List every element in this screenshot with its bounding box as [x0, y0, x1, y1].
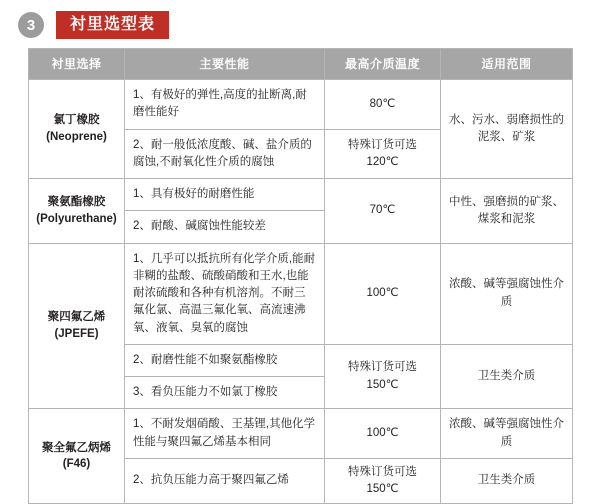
temperature-line1: 特殊订货可选 — [348, 361, 417, 374]
scope-line1: 中性、强磨损的矿浆、 — [449, 195, 564, 208]
lining-name-line1: 聚全氟乙炳烯 — [42, 441, 111, 454]
lining-name-line2: (Neoprene) — [46, 131, 107, 143]
scope-line2: 质 — [500, 435, 513, 448]
performance-text: 2、耐酸、碱腐蚀性能较差 — [125, 211, 325, 243]
table-row — [29, 179, 573, 211]
lining-selection-table — [28, 48, 573, 504]
scope-line1: 水、污水、弱磨损性的 — [449, 113, 564, 126]
table-header-row — [29, 49, 573, 80]
application-scope — [441, 243, 573, 344]
lining-name-neoprene — [29, 80, 125, 179]
performance-text: 1、几乎可以抵抗所有化学介质,能耐非糊的盐酸、硫酸硝酸和王水,也能耐浓硫酸和各种有机溶剂。不耐三氟化氯、高温三氟化氧、高流速沸氧、液氧、臭氧的腐蚀 — [125, 243, 325, 344]
temperature-line2: 150℃ — [366, 378, 399, 391]
scope-line2: 煤浆和泥浆 — [477, 212, 536, 225]
temperature-value: 100℃ — [325, 409, 441, 459]
temperature-value: 70℃ — [325, 179, 441, 244]
header-lining-choice: 衬里选择 — [29, 49, 125, 80]
performance-text: 2、耐一般低浓度酸、碱、盐介质的腐蚀,不耐氧化性介质的腐蚀 — [125, 129, 325, 179]
lining-name-line2: (JPEFE) — [54, 327, 99, 340]
lining-name-line1: 聚四氟乙烯 — [47, 311, 106, 324]
lining-name-ptfe — [29, 243, 125, 409]
temperature-line1: 特殊订货可选 — [348, 465, 417, 478]
scope-line2: 质 — [500, 295, 513, 308]
performance-text: 1、不耐发烟硝酸、王基锂,其他化学性能与聚四氟乙烯基本相同 — [125, 409, 325, 459]
lining-name-line1: 聚氨酯橡胶 — [47, 196, 106, 209]
scope-line1: 浓酸、碱等强腐蚀性介 — [449, 418, 564, 431]
performance-text: 2、抗负压能力高于聚四氟乙烯 — [125, 458, 325, 504]
temperature-line1: 特殊订货可选 — [348, 138, 417, 151]
application-scope — [441, 179, 573, 244]
temperature-value: 100℃ — [325, 243, 441, 344]
scope-line1: 浓酸、碱等强腐蚀性介 — [449, 278, 564, 291]
application-scope: 卫生类介质 — [441, 458, 573, 504]
performance-text: 3、看负压能力不如氯丁橡胶 — [125, 377, 325, 409]
temperature-value — [325, 458, 441, 504]
application-scope — [441, 409, 573, 459]
application-scope: 卫生类介质 — [441, 344, 573, 409]
header-main-performance: 主要性能 — [125, 49, 325, 80]
application-scope — [441, 80, 573, 179]
temperature-value — [325, 344, 441, 409]
temperature-line2: 120℃ — [366, 155, 399, 168]
lining-name-line2: (F46) — [62, 458, 91, 471]
table-row — [29, 409, 573, 459]
performance-text: 1、具有极好的耐磨性能 — [125, 179, 325, 211]
temperature-value — [325, 129, 441, 179]
lining-selection-table-wrapper — [28, 48, 572, 504]
table-row — [29, 243, 573, 344]
page-title: 衬里选型表 — [56, 11, 169, 40]
performance-text: 2、耐磨性能不如聚氨酯橡胶 — [125, 344, 325, 376]
lining-name-fep — [29, 409, 125, 504]
temperature-line2: 150℃ — [366, 483, 399, 495]
lining-name-line1: 氯丁橡胶 — [53, 114, 100, 127]
temperature-value: 80℃ — [325, 80, 441, 130]
header-application-scope: 适用范围 — [441, 49, 573, 80]
header-max-temperature: 最高介质温度 — [325, 49, 441, 80]
section-number-badge: 3 — [18, 12, 44, 38]
lining-name-polyurethane — [29, 179, 125, 244]
lining-name-line2: (Polyurethane) — [36, 212, 117, 225]
page-header — [0, 0, 600, 40]
performance-text: 1、有极好的弹性,高度的扯断离,耐磨性能好 — [125, 80, 325, 130]
table-row — [29, 80, 573, 130]
scope-line2: 泥浆、矿浆 — [477, 131, 536, 143]
